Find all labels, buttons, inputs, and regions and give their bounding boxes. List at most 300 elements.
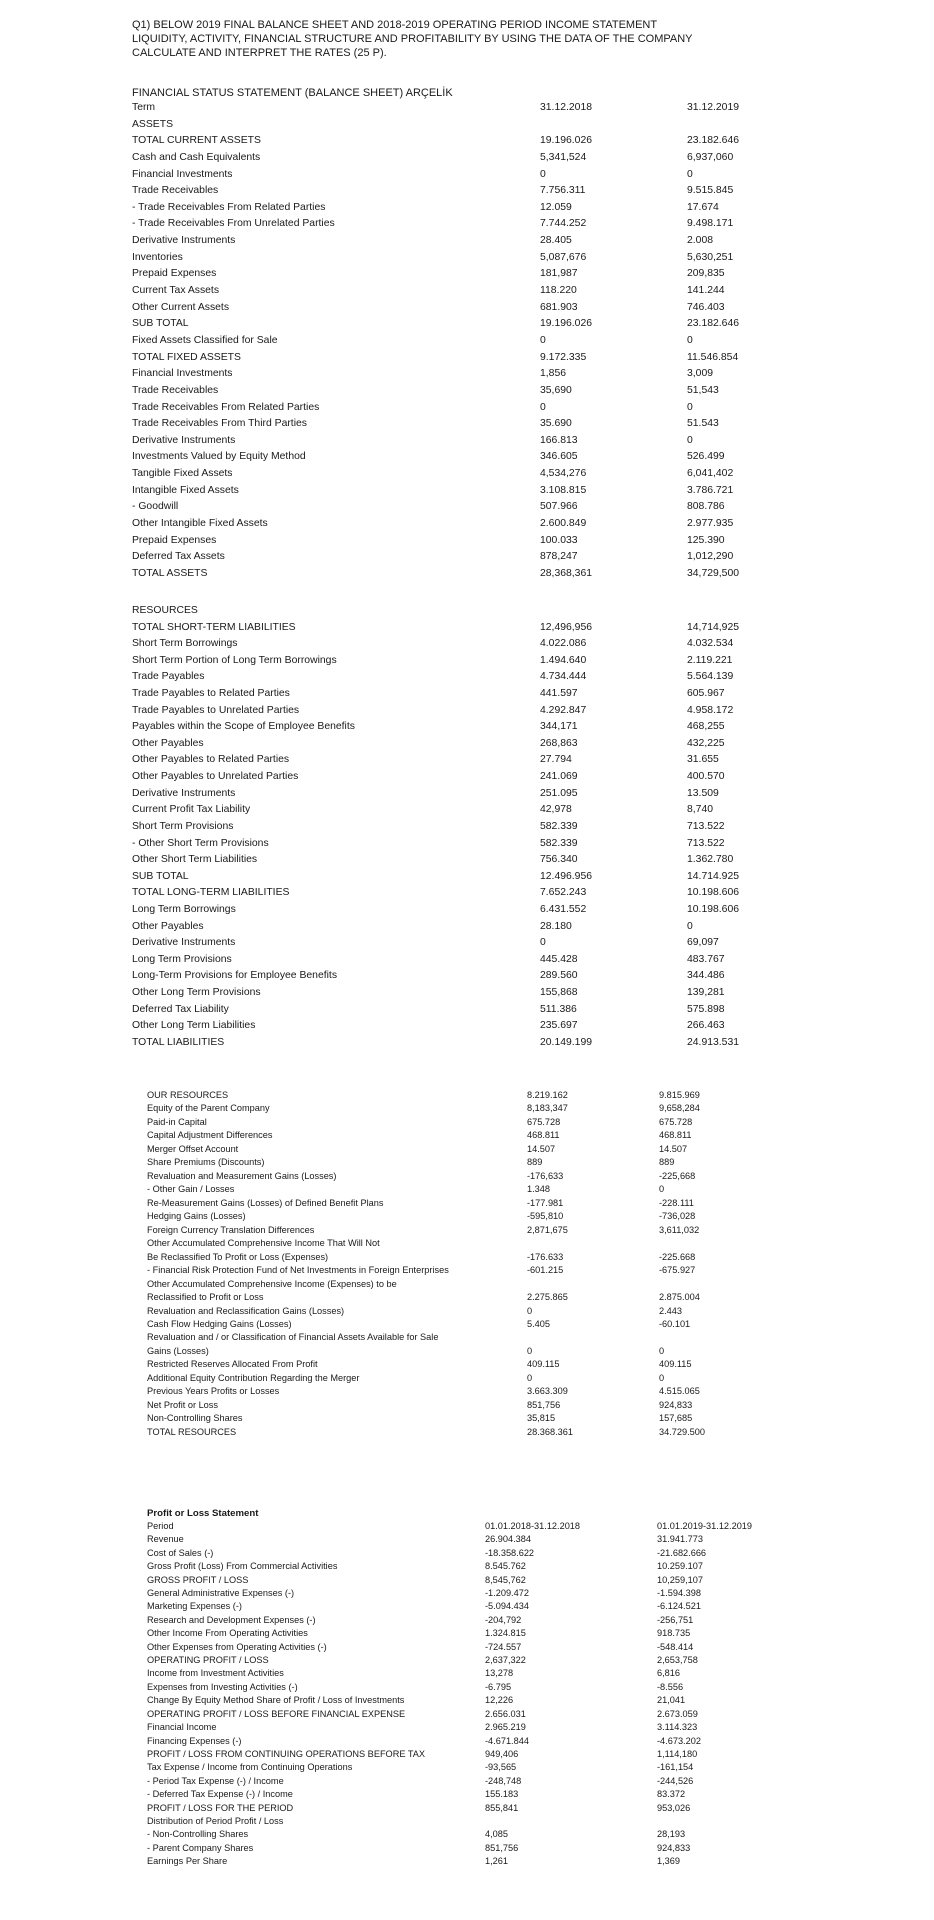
row-label: Hedging Gains (Losses) [147,1211,246,1222]
row-label: ASSETS [132,118,173,130]
value-2018: 511.386 [540,1003,577,1015]
row-label: TOTAL LIABILITIES [132,1036,225,1048]
row-label: Trade Receivables [132,185,219,197]
row-label: Short Term Borrowings [132,638,238,650]
value-2018: 0 [540,937,546,949]
value-2018: 0 [540,401,546,413]
row-label: Distribution of Period Profit / Loss [147,1815,284,1826]
value-2018: 31.12.2018 [540,102,593,113]
value-2019: 2.443 [659,1305,682,1316]
value-2019: 713.522 [687,820,725,832]
value-2019: 14.714.925 [687,870,740,882]
value-2018: -4.671.844 [485,1735,529,1746]
value-2019: 4.958.172 [687,704,734,716]
value-2019: 23.182.646 [687,135,740,147]
value-2019: 5.564.139 [687,671,734,683]
row-label: Other Expenses from Operating Activities (-) [147,1641,327,1652]
value-2019: 0 [687,168,693,180]
value-2018: 289.560 [540,970,578,982]
value-2019: 808.786 [687,501,725,513]
value-2019: 10.198.606 [687,903,740,915]
value-2019: 9,658,284 [659,1103,700,1114]
row-label: Marketing Expenses (-) [147,1601,242,1612]
value-2018: -601.215 [527,1265,564,1276]
value-2018: 8,183,347 [527,1103,568,1114]
value-2019: -60.101 [659,1318,691,1329]
value-2018: 0 [540,334,546,346]
value-2018: 155,868 [540,987,578,999]
income-statement-title: Profit or Loss Statement [147,1508,259,1519]
row-label: Other Short Term Liabilities [132,854,258,866]
value-2018: -1.209.472 [485,1588,529,1599]
row-label: Expenses from Investing Activities (-) [147,1681,298,1692]
row-label: TOTAL LONG-TERM LIABILITIES [132,887,290,899]
row-label: Previous Years Profits or Losses [147,1386,280,1397]
value-2018: 12.059 [540,201,572,213]
row-label: - Trade Receivables From Related Parties [132,201,326,213]
row-label: Other Current Assets [132,301,230,313]
value-2019: 0 [659,1372,665,1383]
value-2019: 6,937,060 [687,151,734,163]
value-2018: 4.022.086 [540,638,587,650]
row-label: Derivative Instruments [132,235,236,247]
value-2019: 01.01.2019-31.12.2019 [657,1521,753,1531]
row-label: Current Profit Tax Liability [132,804,251,816]
value-2019: -225,668 [659,1170,696,1181]
value-2019: -675.927 [659,1265,696,1276]
row-label: - Period Tax Expense (-) / Income [147,1775,284,1786]
row-label: Trade Receivables From Related Parties [132,401,320,413]
value-2019: 468.811 [659,1130,692,1141]
value-2018: 268,863 [540,737,578,749]
value-2019: 51.543 [687,418,719,430]
row-label: Current Tax Assets [132,285,220,297]
value-2018: 7.652.243 [540,887,587,899]
value-2019: 483.767 [687,953,725,965]
value-2018: 344,171 [540,721,578,733]
value-2019: 924,833 [657,1842,691,1853]
row-label: Long Term Borrowings [132,903,236,915]
value-2019: 1,114,180 [657,1748,698,1759]
row-label: Reclassified to Profit or Loss [147,1292,264,1303]
row-label: PROFIT / LOSS FOR THE PERIOD [147,1802,294,1813]
row-label: Derivative Instruments [132,937,236,949]
row-label: TOTAL CURRENT ASSETS [132,135,261,147]
value-2018: 5,087,676 [540,251,587,263]
value-2019: 139,281 [687,987,725,999]
value-2018: 0 [540,168,546,180]
value-2019: 3,611,032 [659,1224,700,1235]
value-2018: 949,406 [485,1748,519,1759]
value-2019: 605.967 [687,688,725,700]
value-2019: 10.259.107 [657,1561,703,1572]
value-2018: -176.633 [527,1251,564,1262]
value-2019: 1.362.780 [687,854,734,866]
value-2018: 13,278 [485,1668,514,1679]
row-label: Short Term Provisions [132,820,234,832]
row-label: RESOURCES [132,605,198,616]
value-2019: 4.515.065 [659,1386,700,1397]
value-2019: 0 [659,1345,665,1356]
value-2018: -18.358.622 [485,1547,535,1558]
value-2019: 3.114.323 [657,1722,698,1733]
question-line: LIQUIDITY, ACTIVITY, FINANCIAL STRUCTURE AND PROFITABILITY BY USING THE DATA OF THE COMPANY [132,33,693,45]
value-2018: -724.557 [485,1641,522,1652]
value-2018: 8.545.762 [485,1561,526,1572]
value-2018: 01.01.2018-31.12.2018 [485,1521,581,1531]
row-label: Other Long Term Liabilities [132,1020,256,1032]
value-2019: 11.546.854 [687,351,739,363]
row-label: Trade Payables [132,671,205,683]
value-2019: 0 [687,401,693,413]
value-2018: -5.094.434 [485,1601,529,1612]
value-2018: 5,341,524 [540,151,587,163]
row-label: Cash Flow Hedging Gains (Losses) [147,1318,292,1329]
value-2018: 26.904.384 [485,1534,531,1545]
value-2019: 0 [687,334,693,346]
row-label: Revaluation and / or Classification of Financial Assets Available for Sale [147,1332,439,1343]
value-2018: 241.069 [540,771,578,783]
value-2018: 181,987 [540,268,578,280]
row-label: - Other Short Term Provisions [132,837,269,849]
row-label: Financial Income [147,1722,217,1733]
value-2018: -204,792 [485,1614,522,1625]
value-2019: 0 [687,434,693,446]
value-2018: 27.794 [540,754,572,766]
value-2018: 851,756 [485,1842,519,1853]
balance-sheet-title: FINANCIAL STATUS STATEMENT (BALANCE SHEET) ARÇELİK [132,87,453,99]
value-2018: 35,815 [527,1413,556,1424]
value-2018: 507.966 [540,501,578,513]
question-heading [132,18,772,60]
value-2019: -256,751 [657,1614,694,1625]
value-2018: 1,856 [540,368,567,380]
row-label: Re-Measurement Gains (Losses) of Defined Benefit Plans [147,1197,384,1208]
row-label: Financial Investments [132,168,233,180]
value-2019: 2.977.935 [687,518,734,530]
value-2018: 8,545,762 [485,1574,526,1585]
value-2019: 675.728 [659,1116,693,1127]
value-2019: 468,255 [687,721,725,733]
value-2018: 889 [527,1157,543,1168]
row-label: Term [132,102,156,113]
value-2019: 141.244 [687,285,725,297]
value-2018: 346.605 [540,451,578,463]
value-2019: 2.008 [687,235,714,247]
row-label: Payables within the Scope of Employee Benefits [132,721,355,733]
value-2018: 878,247 [540,551,578,563]
value-2019: -228.111 [659,1197,694,1208]
value-2019: 889 [659,1157,675,1168]
value-2019: 28,193 [657,1829,686,1840]
value-2018: 100.033 [540,534,578,546]
value-2019: -736,028 [659,1211,696,1222]
value-2019: 83.372 [657,1789,686,1800]
value-2019: 2.673.059 [657,1708,698,1719]
row-label: Other Income From Operating Activities [147,1628,308,1639]
value-2019: -548.414 [657,1641,694,1652]
row-label: Investments Valued by Equity Method [132,451,306,463]
value-2019: -1.594.398 [657,1588,701,1599]
value-2019: 31.941.773 [657,1534,703,1545]
value-2018: 2,637,322 [485,1655,526,1666]
value-2019: 266.463 [687,1020,725,1032]
row-label: - Other Gain / Losses [147,1184,235,1195]
value-2018: 4,085 [485,1829,508,1840]
value-2018: 1,261 [485,1856,508,1867]
row-label: Prepaid Expenses [132,534,217,546]
row-label: Revaluation and Measurement Gains (Losses) [147,1170,337,1181]
row-label: Derivative Instruments [132,787,236,799]
value-2018: 756.340 [540,854,578,866]
row-label: Paid-in Capital [147,1116,207,1127]
value-2018: -595,810 [527,1211,564,1222]
row-label: Trade Receivables [132,384,219,396]
row-label: Merger Offset Account [147,1143,239,1154]
value-2018: 2.656.031 [485,1708,526,1719]
row-label: Deferred Tax Assets [132,551,225,563]
value-2019: 69,097 [687,937,719,949]
row-label: Financial Investments [132,368,233,380]
row-label: Prepaid Expenses [132,268,217,280]
value-2018: 445.428 [540,953,578,965]
value-2018: 14.507 [527,1143,556,1154]
value-2019: -4.673.202 [657,1735,701,1746]
value-2019: -244,526 [657,1775,694,1786]
value-2019: 34,729,500 [687,567,740,579]
value-2018: 118.220 [540,285,577,297]
row-label: Fixed Assets Classified for Sale [132,334,278,346]
value-2019: -21.682.666 [657,1547,707,1558]
value-2018: 28.405 [540,235,572,247]
value-2019: 400.570 [687,771,725,783]
value-2019: 575.898 [687,1003,725,1015]
row-label: TOTAL SHORT-TERM LIABILITIES [132,621,296,633]
row-label: OPERATING PROFIT / LOSS [147,1655,269,1666]
value-2019: 924,833 [659,1399,693,1410]
value-2019: 3.786.721 [687,484,734,496]
row-label: Intangible Fixed Assets [132,484,239,496]
value-2018: 675.728 [527,1116,561,1127]
row-label: OUR RESOURCES [147,1090,229,1100]
value-2019: 0 [687,920,693,932]
value-2019: -8.556 [657,1681,684,1692]
value-2018: 468.811 [527,1130,560,1141]
value-2019: 10.198.606 [687,887,740,899]
value-2018: 851,756 [527,1399,561,1410]
row-label: GROSS PROFIT / LOSS [147,1574,249,1585]
value-2018: 3.663.309 [527,1386,568,1397]
value-2018: 7.756.311 [540,185,586,197]
value-2018: 6.431.552 [540,903,587,915]
row-label: Revaluation and Reclassification Gains (Losses) [147,1305,345,1316]
value-2019: 209,835 [687,268,725,280]
row-label: - Trade Receivables From Unrelated Parties [132,218,335,230]
value-2019: 409.115 [659,1359,692,1370]
value-2018: 2,871,675 [527,1224,568,1235]
row-label: Additional Equity Contribution Regarding the Merger [147,1372,360,1383]
value-2019: 953,026 [657,1802,691,1813]
value-2018: 19.196.026 [540,318,593,330]
question-line: Q1) BELOW 2019 FINAL BALANCE SHEET AND 2018-2019 OPERATING PERIOD INCOME STATEMENT [132,19,658,31]
row-label: Trade Payables to Unrelated Parties [132,704,300,716]
value-2018: 8.219.162 [527,1090,568,1100]
row-label: Tangible Fixed Assets [132,468,233,480]
row-label: Trade Receivables From Third Parties [132,418,307,430]
value-2018: 681.903 [540,301,578,313]
value-2018: 1.494.640 [540,654,587,666]
value-2018: 12,496,956 [540,621,593,633]
row-label: TOTAL RESOURCES [147,1426,237,1437]
row-label: Deferred Tax Liability [132,1003,229,1015]
row-label: Long-Term Provisions for Employee Benefits [132,970,338,982]
value-2018: -176,633 [527,1170,564,1181]
value-2018: 441.597 [540,688,578,700]
value-2019: -6.124.521 [657,1601,701,1612]
value-2018: 19.196.026 [540,135,593,147]
value-2018: 582.339 [540,837,578,849]
value-2018: 155.183 [485,1789,519,1800]
value-2019: -161,154 [657,1762,694,1773]
value-2018: 235.697 [540,1020,578,1032]
value-2018: 28.368.361 [527,1426,573,1437]
row-label: OPERATING PROFIT / LOSS BEFORE FINANCIAL EXPENSE [147,1708,406,1719]
value-2019: 2.119.221 [687,654,733,666]
value-2018: 2.965.219 [485,1722,526,1733]
value-2019: 31.655 [687,754,719,766]
value-2019: 918.735 [657,1628,691,1639]
row-label: TOTAL FIXED ASSETS [132,351,241,363]
row-label: - Goodwill [132,501,179,513]
row-label: Earnings Per Share [147,1856,228,1867]
value-2018: 42,978 [540,804,572,816]
value-2019: 6,041,402 [687,468,734,480]
value-2018: 28.180 [540,920,572,932]
value-2019: 8,740 [687,804,714,816]
value-2018: -177.981 [527,1197,564,1208]
row-label: Equity of the Parent Company [147,1103,270,1114]
value-2019: 34.729.500 [659,1426,705,1437]
row-label: Derivative Instruments [132,434,236,446]
row-label: Income from Investment Activities [147,1668,284,1679]
row-label: Other Payables [132,737,204,749]
row-label: Other Accumulated Comprehensive Income That Will Not [147,1238,380,1249]
row-label: Restricted Reserves Allocated From Profit [147,1359,318,1370]
value-2019: 746.403 [687,301,725,313]
value-2018: 4.292.847 [540,704,587,716]
value-2019: 344.486 [687,970,725,982]
row-label: Be Reclassified To Profit or Loss (Expenses) [147,1251,329,1262]
value-2019: 21,041 [657,1695,686,1706]
row-label: Net Profit or Loss [147,1399,218,1410]
value-2019: 31.12.2019 [687,102,740,113]
value-2018: 0 [527,1345,533,1356]
row-label: Short Term Portion of Long Term Borrowings [132,654,337,666]
value-2018: 5.405 [527,1318,550,1329]
row-label: Share Premiums (Discounts) [147,1157,265,1168]
row-label: Research and Development Expenses (-) [147,1614,316,1625]
value-2019: -225.668 [659,1251,696,1262]
row-label: TOTAL ASSETS [132,567,208,579]
value-2019: 5,630,251 [687,251,734,263]
value-2018: 855,841 [485,1802,519,1813]
row-label: Long Term Provisions [132,953,232,965]
value-2019: 51,543 [687,384,719,396]
row-label: Cash and Cash Equivalents [132,151,261,163]
row-label: Non-Controlling Shares [147,1413,243,1424]
value-2018: 2.600.849 [540,518,587,530]
value-2018: 35.690 [540,418,572,430]
value-2018: 0 [527,1372,533,1383]
value-2018: 4,534,276 [540,468,587,480]
row-label: - Deferred Tax Expense (-) / Income [147,1789,293,1800]
value-2018: 20.149.199 [540,1036,593,1048]
row-label: - Non-Controlling Shares [147,1829,249,1840]
row-label: Cost of Sales (-) [147,1547,214,1558]
value-2019: 1,369 [657,1856,680,1867]
value-2019: 10,259,107 [657,1574,703,1585]
row-label: Period [147,1521,174,1531]
row-label: SUB TOTAL [132,870,189,882]
value-2019: 4.032.534 [687,638,734,650]
value-2019: 9.815.969 [659,1090,700,1100]
value-2019: 526.499 [687,451,725,463]
value-2019: 2,653,758 [657,1655,698,1666]
row-label: - Parent Company Shares [147,1842,254,1853]
value-2019: 432,225 [687,737,725,749]
value-2018: 12.496.956 [540,870,593,882]
value-2018: 1.348 [527,1184,550,1195]
value-2019: 9.515.845 [687,185,734,197]
row-label: Gross Profit (Loss) From Commercial Activities [147,1561,338,1572]
row-label: Trade Payables to Related Parties [132,688,290,700]
row-label: - Financial Risk Protection Fund of Net Investments in Foreign Enterprises [147,1265,449,1276]
row-label: Change By Equity Method Share of Profit / Loss of Investments [147,1695,405,1706]
row-label: Revenue [147,1534,184,1545]
value-2019: 23.182.646 [687,318,740,330]
row-label: Inventories [132,251,183,263]
value-2018: -6.795 [485,1681,512,1692]
value-2018: 166.813 [540,434,578,446]
row-label: Other Accumulated Comprehensive Income (Expenses) to be [147,1278,397,1289]
value-2018: 3.108.815 [540,484,587,496]
value-2018: 251.095 [540,787,578,799]
value-2018: 1.324.815 [485,1628,526,1639]
value-2019: 2.875.004 [659,1292,700,1303]
value-2019: 6,816 [657,1668,680,1679]
value-2019: 14.507 [659,1143,688,1154]
value-2018: 0 [527,1305,533,1316]
row-label: Other Payables to Unrelated Parties [132,771,299,783]
value-2018: 9.172.335 [540,351,587,363]
value-2018: 35,690 [540,384,572,396]
row-label: Tax Expense / Income from Continuing Operations [147,1762,353,1773]
row-label: Gains (Losses) [147,1345,209,1356]
value-2019: 9.498.171 [687,218,734,230]
row-label: Financing Expenses (-) [147,1735,242,1746]
value-2019: 13.509 [687,787,719,799]
value-2018: 7.744.252 [540,218,587,230]
value-2019: 713.522 [687,837,725,849]
row-label: Capital Adjustment Differences [147,1130,273,1141]
value-2019: 125.390 [687,534,725,546]
value-2018: 409.115 [527,1359,560,1370]
value-2018: -248,748 [485,1775,522,1786]
value-2018: 28,368,361 [540,567,593,579]
row-label: General Administrative Expenses (-) [147,1588,295,1599]
row-label: Other Payables to Related Parties [132,754,290,766]
row-label: Other Long Term Provisions [132,987,261,999]
